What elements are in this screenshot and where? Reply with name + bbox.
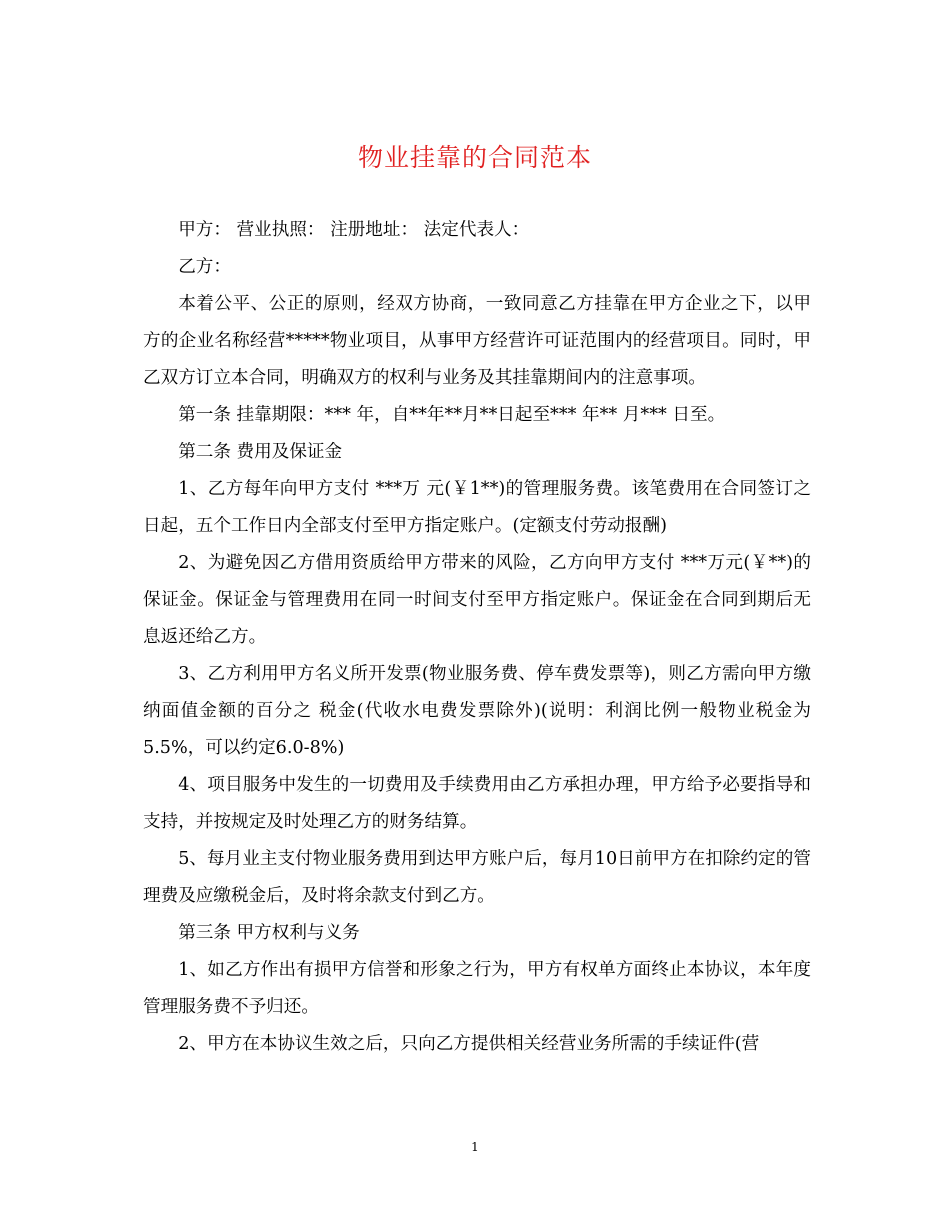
page-number: 1 [471, 1140, 479, 1154]
preamble-paragraph: 本着公平、公正的原则，经双方协商，一致同意乙方挂靠在甲方企业之下，以甲方的企业名称经营*****物业项目，从事甲方经营许可证范围内的经营项目。同时，甲乙双方订立本合同，明确双方的权利与业务及其挂靠期间内的注意事项。 [143, 294, 811, 388]
article-3-clause-1: 1、如乙方作出有损甲方信誉和形象之行为，甲方有权单方面终止本协议，本年度管理服务费不予归还。 [143, 960, 811, 1017]
party-b-line: 乙方： [178, 257, 231, 277]
article-3-clause-2: 2、甲方在本协议生效之后，只向乙方提供相关经营业务所需的手续证件(营 [178, 1034, 760, 1054]
article-2-clause-3: 3、乙方利用甲方名义所开发票(物业服务费、停车费发票等)，则乙方需向甲方缴纳面值金额的百分之 税金(代收水电费发票除外)(说明：利润比例一般物业税金为5.5%，可以约定6.0-8%) [143, 664, 811, 758]
party-a-line: 甲方： 营业执照： 注册地址： 法定代表人： [178, 220, 530, 240]
article-2-clause-1: 1、乙方每年向甲方支付 ***万 元(￥1**)的管理服务费。该笔费用在合同签订之日起，五个工作日内全部支付至甲方指定账户。(定额支付劳动报酬) [143, 479, 811, 536]
article-2-clause-2: 2、为避免因乙方借用资质给甲方带来的风险，乙方向甲方支付 ***万元(￥**)的保证金。保证金与管理费用在同一时间支付至甲方指定账户。保证金在合同到期后无息返还给乙方。 [143, 553, 811, 647]
article-2-heading: 第二条 费用及保证金 [178, 442, 343, 462]
page-title: 物业挂靠的合同范本 [357, 143, 592, 172]
article-2-clause-4: 4、项目服务中发生的一切费用及手续费用由乙方承担办理，甲方给予必要指导和支持，并按规定及时处理乙方的财务结算。 [143, 775, 811, 832]
article-3-heading: 第三条 甲方权利与义务 [178, 923, 360, 943]
article-2-clause-5: 5、每月业主支付物业服务费用到达甲方账户后，每月10日前甲方在扣除约定的管理费及应缴税金后，及时将余款支付到乙方。 [143, 849, 811, 906]
article-1-term: 第一条 挂靠期限：*** 年，自**年**月**日起至*** 年** 月*** 日至。 [178, 405, 726, 425]
contract-body [143, 212, 811, 1063]
